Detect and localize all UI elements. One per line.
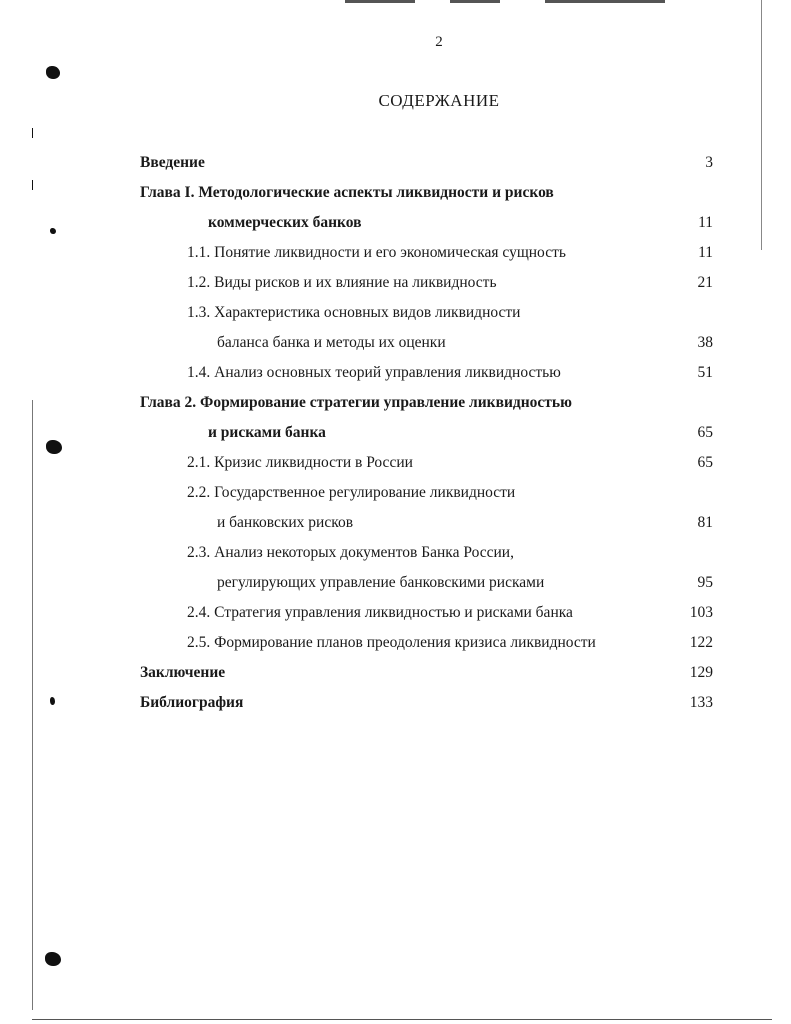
toc-entry-section-2-3-cont[interactable] [140,568,720,598]
toc-entry-label: 1.3. Характеристика основных видов ликвидности [187,304,521,321]
toc-entry-label: 2.2. Государственное регулирование ликвидности [187,484,516,501]
toc-entry-label: коммерческих банков [208,214,362,231]
toc-entry-page: 21 [697,274,713,291]
toc-entry-label: и рисками банка [208,424,326,441]
toc-entry-page: 3 [705,154,713,171]
page-title: СОДЕРЖАНИЕ [378,91,500,110]
page-number: 2 [435,34,443,50]
toc-entry-bibliography[interactable] [140,688,720,718]
toc-entry-label: 2.4. Стратегия управления ликвидностью и рисками банка [187,604,573,621]
scan-left-edge-line [32,400,33,1010]
toc-entry-conclusion[interactable] [140,658,720,688]
toc-entry-introduction[interactable] [140,148,720,178]
toc-entry-page: 95 [697,574,713,591]
toc-entry-label: Введение [140,154,205,171]
toc-entry-label: 1.2. Виды рисков и их влияние на ликвидность [187,274,497,291]
toc-entry-section-2-3[interactable] [140,538,720,568]
toc-entry-page: 11 [698,214,713,231]
toc-entry-section-2-1[interactable] [140,448,720,478]
toc-entry-label: баланса банка и методы их оценки [217,334,446,351]
toc-entry-label: Глава 2. Формирование стратегии управление ликвидностью [140,394,572,411]
toc-entry-page: 65 [697,424,713,441]
toc-entry-chapter-1[interactable] [140,178,720,208]
toc-entry-chapter-1-cont[interactable] [140,208,720,238]
toc-entry-page: 129 [689,664,713,681]
scan-top-edge-mark [450,0,500,3]
toc-entry-section-1-3[interactable] [140,298,720,328]
scan-bottom-edge-line [32,1019,772,1020]
toc-entry-label: регулирующих управление банковскими рисками [217,574,545,591]
toc-entry-page: 65 [697,454,713,471]
toc-entry-page: 51 [697,364,713,381]
scan-top-edge-mark [545,0,665,3]
scan-blot [46,440,62,454]
toc-entry-label: и банковских рисков [217,514,354,531]
toc-entry-section-1-2[interactable] [140,268,720,298]
toc-entry-label: 2.1. Кризис ликвидности в России [187,454,413,471]
scan-blot [50,697,55,705]
toc-entry-section-2-5[interactable] [140,628,720,658]
scan-left-edge-line [32,128,33,138]
toc-entry-label: 1.4. Анализ основных теорий управления ликвидностью [187,364,561,381]
toc-entry-page: 103 [689,604,713,621]
toc-entry-label: Заключение [140,664,226,681]
scan-blot [45,952,61,966]
toc-entry-page: 122 [689,634,713,651]
toc-entry-page: 38 [697,334,713,351]
toc-entry-label: Глава I. Методологические аспекты ликвидности и рисков [140,184,554,201]
toc-entry-label: Библиография [140,694,244,711]
toc-entry-section-2-2[interactable] [140,478,720,508]
table-of-contents [140,148,720,718]
toc-entry-section-1-3-cont[interactable] [140,328,720,358]
toc-entry-label: 1.1. Понятие ликвидности и его экономическая сущность [187,244,566,261]
toc-entry-section-1-1[interactable] [140,238,720,268]
toc-entry-chapter-2[interactable] [140,388,720,418]
toc-entry-page: 133 [689,694,713,711]
toc-entry-chapter-2-cont[interactable] [140,418,720,448]
toc-entry-label: 2.3. Анализ некоторых документов Банка России, [187,544,514,561]
scan-blot [46,66,60,79]
toc-entry-page: 11 [698,244,713,261]
scan-blot [50,228,56,234]
toc-entry-section-1-4[interactable] [140,358,720,388]
toc-entry-label: 2.5. Формирование планов преодоления кризиса ликвидности [187,634,596,651]
scan-top-edge-mark [345,0,415,3]
toc-entry-section-2-2-cont[interactable] [140,508,720,538]
toc-entry-page: 81 [697,514,713,531]
toc-entry-section-2-4[interactable] [140,598,720,628]
scan-left-edge-line [32,180,33,190]
